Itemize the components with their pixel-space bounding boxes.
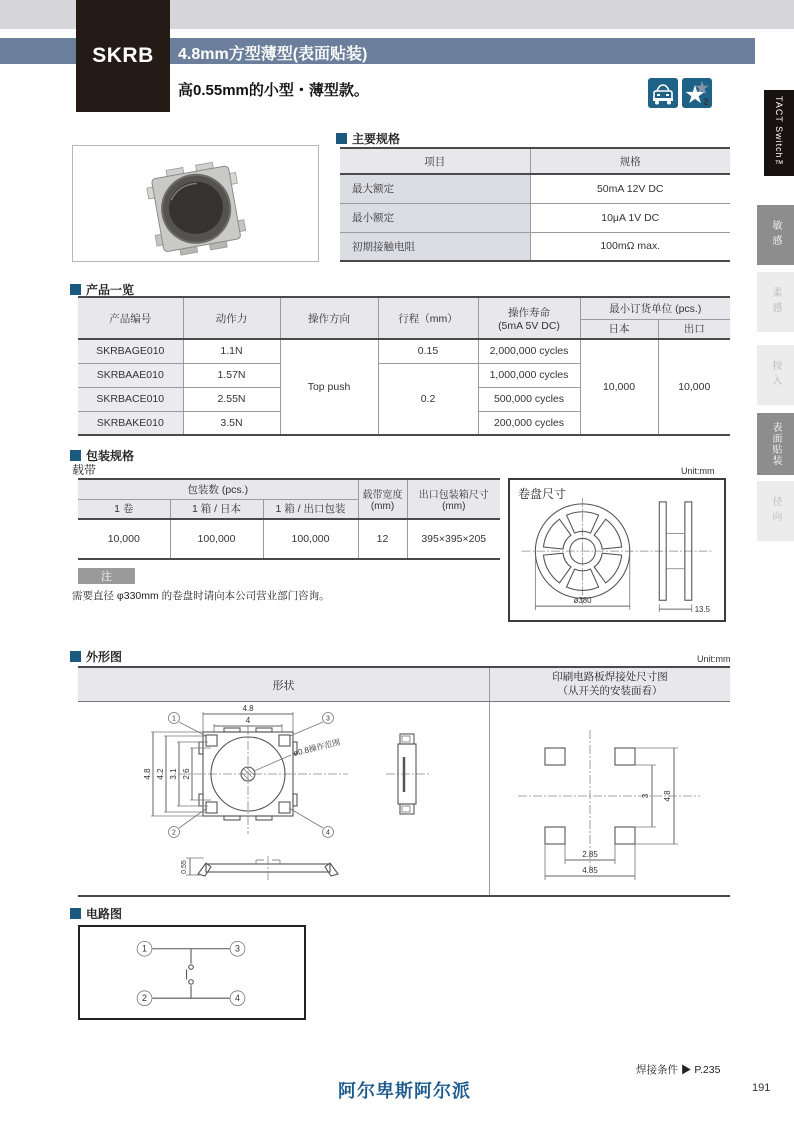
svg-text:3: 3	[641, 793, 650, 799]
sidebar-tab-soft: 柔感	[757, 272, 794, 332]
shape-header: 形状	[78, 668, 490, 701]
section-square-icon	[70, 908, 81, 919]
section-circuit: 电路图	[70, 905, 122, 922]
automotive-icon	[648, 78, 678, 113]
table-row: SKRBAKE010 3.5N 200,000 cycles	[78, 411, 730, 435]
section-main-specs: 主要规格	[336, 130, 400, 147]
section-square-icon	[70, 651, 81, 662]
table-row: 最小额定 10μA 1V DC	[340, 203, 730, 232]
section-square-icon	[336, 133, 347, 144]
reel-title: 卷盘尺寸	[518, 487, 567, 501]
svg-text:0.55: 0.55	[181, 860, 188, 874]
svg-text:4.2: 4.2	[156, 768, 165, 780]
svg-text:4: 4	[235, 993, 240, 1004]
svg-text:4.8: 4.8	[242, 704, 254, 713]
svg-text:2.85: 2.85	[582, 850, 598, 859]
sidebar-tab-smd: 表面贴装	[757, 413, 794, 475]
product-photo	[72, 145, 319, 262]
table-row: SKRBAGE010 1.1N Top push 0.15 2,000,000 cycles 10,000 10,000	[78, 339, 730, 363]
table-row: 最大额定 50mA 12V DC	[340, 174, 730, 203]
pcb-pattern-header: 印刷电路板焊接处尺寸图 （从开关的安装面看）	[552, 671, 668, 697]
shape-drawing	[78, 702, 490, 895]
svg-text:ø0.8操作范围: ø0.8操作范围	[292, 737, 342, 758]
model-name: SKRB	[92, 44, 154, 67]
product-table: 产品编号 动作力 操作方向 行程（mm） 操作寿命 (5mA 5V DC) 最小订货单位 (pcs.) 日本 出口 SKRBAGE010 1.1N Top push 0.15 2,000,000 cycles 10,000 10,000 SKRBAAE010 1.57N 0.2 1,000,000 cycles SKRBACE010 2.55N 500,000 cycles SKRBAKE010 3.5N 200,000 cycles	[78, 296, 730, 436]
svg-text:4: 4	[245, 716, 251, 725]
section-product-list: 产品一览	[70, 281, 134, 298]
note-text: 需要直径 φ330mm 的卷盘时请向本公司营业部门咨询。	[72, 590, 330, 602]
section-square-icon	[70, 284, 81, 295]
page-number: 191	[752, 1082, 771, 1094]
table-row: 初期接触电阻 100mΩ max.	[340, 232, 730, 261]
outline-table	[78, 666, 730, 897]
section-square-icon	[70, 450, 81, 461]
table-row: SKRBACE010 2.55N 500,000 cycles	[78, 387, 730, 411]
note-badge: 注	[78, 568, 135, 584]
svg-text:3.1: 3.1	[169, 768, 178, 780]
svg-text:1: 1	[142, 943, 147, 954]
svg-text:ø380: ø380	[573, 596, 592, 606]
svg-text:2: 2	[142, 993, 147, 1004]
sidebar-tab-sensitive: 敏感	[757, 205, 794, 265]
sidebar-tab-radial: 径向	[757, 481, 794, 541]
packaging-subsection: 载带	[72, 463, 97, 477]
outline-unit-label: Unit:mm	[697, 654, 731, 664]
svg-text:4: 4	[326, 829, 330, 837]
table-row: SKRBAAE010 1.57N 0.2 1,000,000 cycles	[78, 363, 730, 387]
svg-text:4.8: 4.8	[663, 790, 672, 802]
reel-unit-label: Unit:mm	[681, 466, 715, 476]
svg-text:2: 2	[172, 829, 176, 837]
pcb-pattern-drawing	[490, 702, 730, 895]
feature-badges	[648, 78, 712, 113]
section-outline: 外形图	[70, 648, 122, 665]
soldering-conditions-link[interactable]: 焊接条件 ▶ P.235	[636, 1064, 721, 1076]
page-title: 4.8mm方型薄型(表面贴装)	[178, 46, 368, 63]
brand-logo: 阿尔卑斯阿尔派	[338, 1081, 471, 1101]
svg-text:4.8: 4.8	[143, 768, 152, 780]
svg-text:13.5: 13.5	[694, 605, 711, 615]
sidebar-tab-push: 按入	[757, 345, 794, 405]
circuit-diagram	[78, 925, 306, 1020]
page-subtitle: 高0.55mm的小型・薄型款。	[178, 82, 369, 99]
svg-text:2.6: 2.6	[182, 768, 191, 780]
svg-text:2: 2	[703, 97, 709, 107]
section-packaging: 包装规格	[70, 447, 134, 464]
svg-text:3: 3	[235, 943, 240, 954]
model-box	[76, 0, 170, 112]
star2-rating-icon	[682, 78, 712, 113]
svg-text:3: 3	[326, 715, 330, 723]
table-row: 10,000 100,000 100,000 12 395×395×205	[78, 519, 500, 559]
reel-dimension-box	[508, 478, 726, 622]
svg-text:4.85: 4.85	[582, 866, 598, 875]
main-specs-table: 项目 规格 最大额定 50mA 12V DC 最小额定 10μA 1V DC 初期接触电阻 100mΩ max.	[340, 147, 730, 262]
svg-text:1: 1	[172, 715, 176, 723]
series-tab: TACT Switch™	[764, 90, 794, 176]
packaging-table: 包装数 (pcs.) 载带宽度 (mm) 出口包装箱尺寸 (mm) 1 卷 1 箱 / 日本 1 箱 / 出口包装 10,000 100,000 100,000 12 395×395×205	[78, 478, 500, 560]
